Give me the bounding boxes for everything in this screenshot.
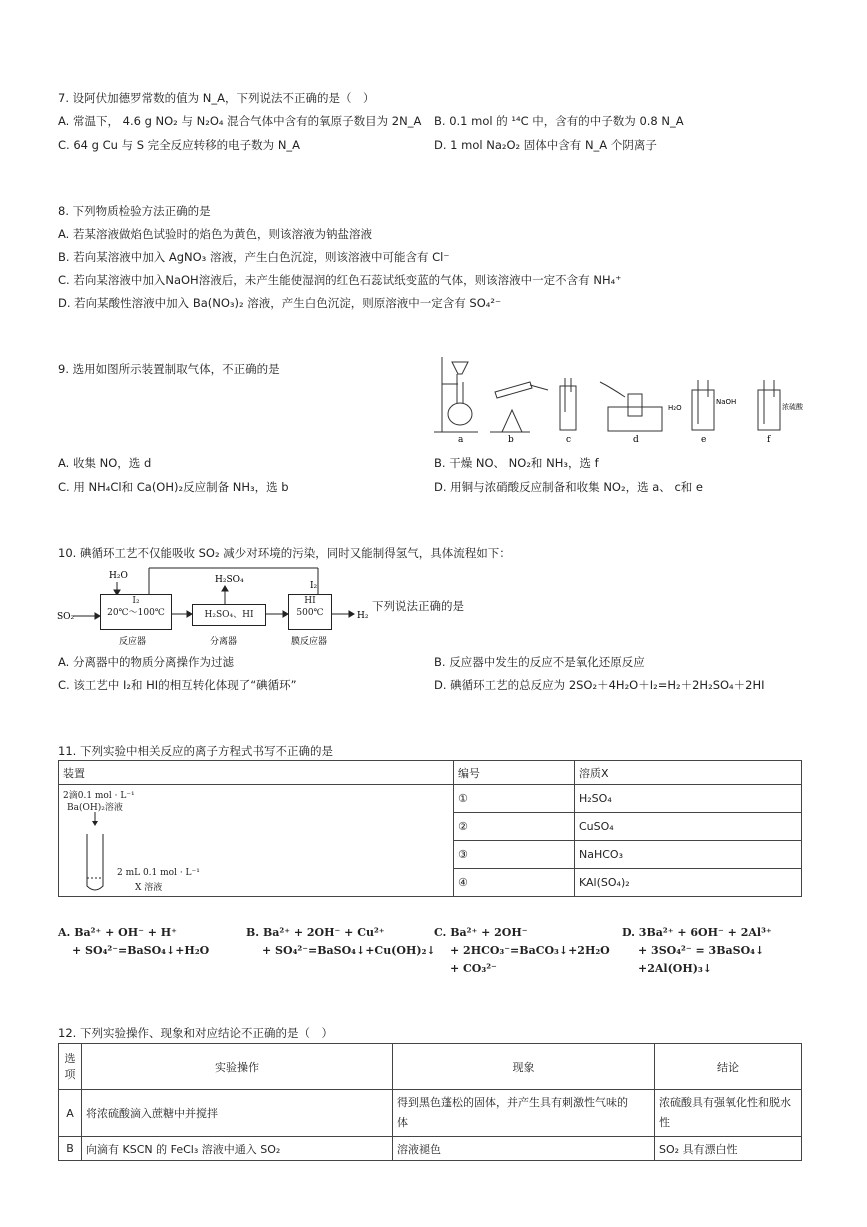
row-b-phenomenon: 溶液褪色 xyxy=(393,1137,655,1161)
label-d: d xyxy=(633,435,639,444)
row-1-solute: H₂SO₄ xyxy=(575,785,802,813)
row-a-operation: 将浓硫酸滴入蔗糖中并搅拌 xyxy=(82,1090,393,1137)
th-operation: 实验操作 xyxy=(82,1044,393,1090)
q10-stem: 10. 碘循环工艺不仅能吸收 SO₂ 减少对环境的污染，同时又能制得氢气，具体流程如下： xyxy=(58,546,511,560)
row-b-operation: 向滴有 KSCN 的 FeCl₃ 溶液中通入 SO₂ xyxy=(82,1137,393,1161)
i2-recycle: I₂ xyxy=(310,581,318,591)
q7-stem: 7. 设阿伏加德罗常数的值为 N_A，下列说法不正确的是（ ） xyxy=(58,91,375,105)
h2so4-output: H₂SO₄ xyxy=(215,575,244,585)
th-option-1: 选 xyxy=(64,1051,76,1065)
row-b-option: B xyxy=(59,1137,82,1161)
th-solute: 溶质X xyxy=(575,761,802,785)
row-a-conclusion-2: 性 xyxy=(659,1116,670,1129)
apparatus-cell xyxy=(59,785,454,897)
q7-option-d: D. 1 mol Na₂O₂ 固体中含有 N_A 个阴离子 xyxy=(434,138,657,152)
q9-stem: 9. 选用如图所示装置制取气体，不正确的是 xyxy=(58,362,280,376)
app-bottom-2: X 溶液 xyxy=(135,883,163,893)
q12-stem: 12. 下列实验操作、现象和对应结论不正确的是（ ） xyxy=(58,1026,333,1040)
q7-option-a: A. 常温下， 4.6 g NO₂ 与 N₂O₄ 混合气体中含有的氧原子数目为 2N_A xyxy=(58,114,422,128)
reactor-label: 反应器 xyxy=(119,637,147,647)
q12-table xyxy=(58,1043,802,1161)
q10-option-c: C. 该工艺中 I₂和 HI的相互转化体现了“碘循环” xyxy=(58,678,297,692)
app-top-1: 2滴0.1 mol · L⁻¹ xyxy=(63,791,135,801)
app-bottom-1: 2 mL 0.1 mol · L⁻¹ xyxy=(117,868,200,878)
separator-text: H₂SO₄、HI xyxy=(204,610,254,620)
q11-stem: 11. 下列实验中相关反应的离子方程式书写不正确的是 xyxy=(58,744,333,758)
q7-option-b: B. 0.1 mol 的 ¹⁴C 中，含有的中子数为 0.8 N_A xyxy=(434,114,684,128)
row-4-solute: KAl(SO₄)₂ xyxy=(575,869,802,897)
row-3-number: ③ xyxy=(454,841,575,869)
q11-option-d-2: + 3SO₄²⁻ = 3BaSO₄↓ xyxy=(638,944,765,957)
q8-option-c: C. 若向某溶液中加入NaOH溶液后，未产生能使湿润的红色石蕊试纸变蓝的气体，则该溶液中一定不含有 NH₄⁺ xyxy=(58,273,622,287)
label-c: c xyxy=(566,435,572,444)
app-top-2: Ba(OH)₂溶液 xyxy=(67,803,123,813)
th-phenomenon: 现象 xyxy=(393,1044,655,1090)
reactor-top-text: I₂ xyxy=(132,596,140,606)
q9-option-c: C. 用 NH₄Cl和 Ca(OH)₂反应制备 NH₃，选 b xyxy=(58,480,289,494)
q11-option-b-2: + SO₄²⁻=BaSO₄↓+Cu(OH)₂↓ xyxy=(262,944,436,957)
q11-option-d-1: D. 3Ba²⁺ + 6OH⁻ + 2Al³⁺ xyxy=(622,926,772,939)
row-a-phenomenon-1: 得到黑色蓬松的固体，并产生具有刺激性气味的 xyxy=(397,1096,628,1109)
label-a: a xyxy=(458,435,464,444)
label-f: f xyxy=(767,435,771,444)
row-2-solute: CuSO₄ xyxy=(575,813,802,841)
q10-option-a: A. 分离器中的物质分离操作为过滤 xyxy=(58,655,234,669)
q9-option-a: A. 收集 NO，选 d xyxy=(58,456,152,470)
q11-option-a-1: A. Ba²⁺ + OH⁻ + H⁺ xyxy=(58,926,177,939)
th-apparatus: 装置 xyxy=(59,761,454,785)
q8-stem: 8. 下列物质检验方法正确的是 xyxy=(58,204,211,218)
membrane-temp: 500℃ xyxy=(296,608,324,618)
row-a-option: A xyxy=(59,1090,82,1137)
q11-option-c-3: + CO₃²⁻ xyxy=(450,962,497,975)
reactor-temp: 20℃～100℃ xyxy=(107,608,165,618)
h2-output: H₂ xyxy=(357,611,369,621)
row-a-conclusion xyxy=(655,1090,802,1137)
label-b: b xyxy=(508,435,514,444)
membrane-reactor-box xyxy=(288,594,332,630)
reactor-box xyxy=(100,594,172,630)
q8-option-d: D. 若向某酸性溶液中加入 Ba(NO₃)₂ 溶液，产生白色沉淀，则原溶液中一定含有 SO₄²⁻ xyxy=(58,296,502,310)
row-a-phenomenon xyxy=(393,1090,655,1137)
naoh-label: NaOH xyxy=(716,398,737,406)
th-conclusion: 结论 xyxy=(655,1044,802,1090)
water-label: H₂O xyxy=(668,404,682,412)
q8-option-a: A. 若某溶液做焰色试验时的焰色为黄色，则该溶液为钠盐溶液 xyxy=(58,227,372,241)
q10-option-d: D. 碘循环工艺的总反应为 2SO₂＋4H₂O＋I₂=H₂＋2H₂SO₄＋2HI xyxy=(434,678,765,692)
row-3-solute: NaHCO₃ xyxy=(575,841,802,869)
conc-acid-label: 浓硫酸 xyxy=(782,403,803,411)
q11-option-a-2: + SO₄²⁻=BaSO₄↓+H₂O xyxy=(72,944,210,957)
row-2-number: ② xyxy=(454,813,575,841)
row-a-phenomenon-2: 体 xyxy=(397,1116,408,1129)
row-a-conclusion-1: 浓硫酸具有强氧化性和脱水 xyxy=(659,1096,791,1109)
q11-option-c-1: C. Ba²⁺ + 2OH⁻ xyxy=(434,926,528,939)
row-1-number: ① xyxy=(454,785,575,813)
q10-tail: 下列说法正确的是 xyxy=(372,599,464,613)
q9-option-b: B. 干燥 NO、 NO₂和 NH₃，选 f xyxy=(434,456,599,470)
th-number: 编号 xyxy=(454,761,575,785)
q8-option-b: B. 若向某溶液中加入 AgNO₃ 溶液，产生白色沉淀，则该溶液中可能含有 Cl⁻ xyxy=(58,250,450,264)
membrane-top-text: HI xyxy=(304,596,316,606)
apparatus-figure xyxy=(430,352,810,444)
row-b-conclusion: SO₂ 具有漂白性 xyxy=(655,1137,802,1161)
separator-label: 分离器 xyxy=(210,637,238,647)
q11-option-b-1: B. Ba²⁺ + 2OH⁻ + Cu²⁺ xyxy=(246,926,385,939)
row-4-number: ④ xyxy=(454,869,575,897)
membrane-reactor-label: 膜反应器 xyxy=(291,637,328,647)
q7-option-c: C. 64 g Cu 与 S 完全反应转移的电子数为 N_A xyxy=(58,138,301,152)
test-tube xyxy=(81,812,111,894)
q11-option-d-3: +2Al(OH)₃↓ xyxy=(638,962,713,975)
q10-option-b: B. 反应器中发生的反应不是氧化还原反应 xyxy=(434,655,645,669)
q11-table xyxy=(58,760,802,897)
separator-box xyxy=(192,604,266,626)
th-option xyxy=(59,1044,82,1090)
so2-input: SO₂ xyxy=(57,612,75,622)
th-option-2: 项 xyxy=(64,1067,76,1081)
h2o-input: H₂O xyxy=(109,571,128,581)
q11-option-c-2: + 2HCO₃⁻=BaCO₃↓+2H₂O xyxy=(450,944,610,957)
label-e: e xyxy=(701,435,707,444)
q9-option-d: D. 用铜与浓硝酸反应制备和收集 NO₂，选 a、 c和 e xyxy=(434,480,703,494)
